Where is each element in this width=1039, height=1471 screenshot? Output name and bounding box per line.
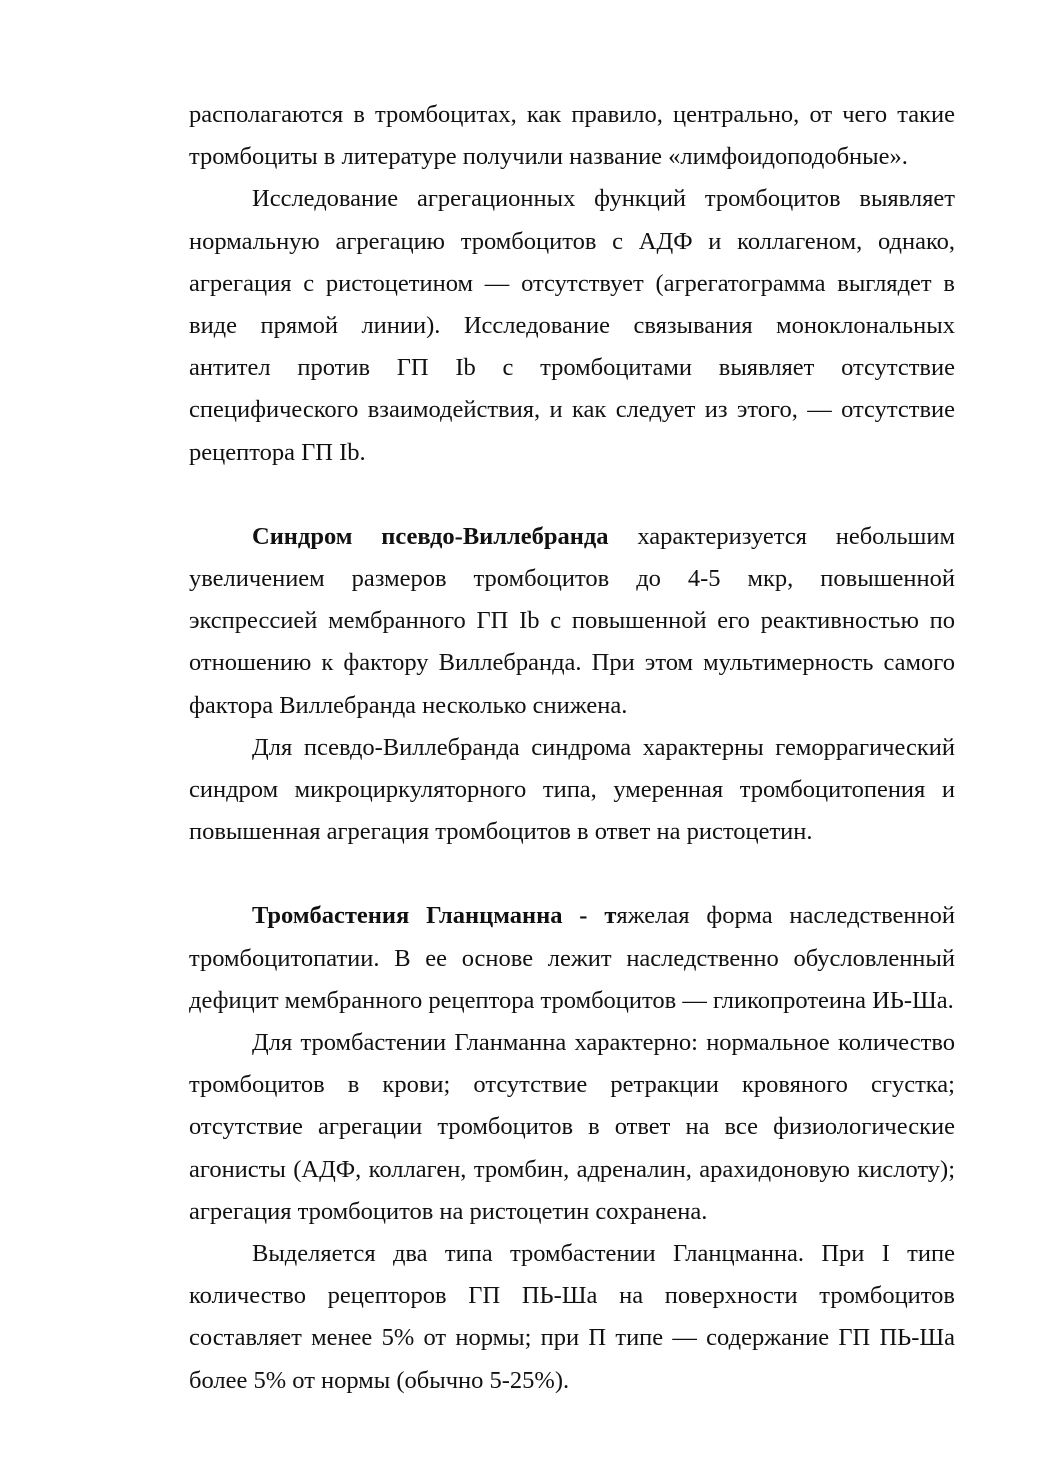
- paragraph-text: Выделяется два типа тромбастении Гланцманна. При I типе количество рецепторов ГП ПЬ-Ша на поверхности тромбоцитов составляет менее 5% от нормы; при П типе — содержание ГП ПЬ-Ша более 5% от нормы (обычно 5-25%).: [189, 1240, 955, 1394]
- paragraph-text: располагаются в тромбоцитах, как правило, центрально, от чего такие тромбоциты в литературе получили название «лимфоидоподобные».: [189, 101, 955, 171]
- paragraph-text: Исследование агрегационных функций тромбоцитов выявляет нормальную агрегацию тромбоцитов с АДФ и коллагеном, однако, агрегация с ристоцетином — отсутствует (агрегатограмма выглядет в виде прямой линии). Исследование связывания моноклональных антител против ГП Ib с тромбоцитами выявляет отсутствие специфического взаимодействия, и как следует из этого, — отсутствие рецептора ГП Ib.: [189, 185, 955, 466]
- text-column: [189, 94, 955, 1402]
- paragraph-lymphoid-platelets: [189, 94, 955, 178]
- paragraph-text: характеризуется небольшим увеличением размеров тромбоцитов до 4-5 мкр, повышенной экспрессией мембранного ГП Ib с повышенной его реактивностью по отношению к фактору Виллебранда. При этом мультимерность самого фактора Виллебранда несколько снижена.: [189, 522, 955, 719]
- paragraph-text: Для псевдо-Виллебранда синдрома характерны геморрагический синдром микроциркуляторного типа, умеренная тромбоцитопения и повышенная агрегация тромбоцитов в ответ на ристоцетин.: [189, 733, 955, 846]
- term-heading: Тромбастения Гланцманна - т: [252, 902, 617, 930]
- paragraph-pseudo-willebrand-symptoms: [189, 727, 955, 854]
- paragraph-glanzmann: [189, 895, 955, 1022]
- term-heading: Синдром псевдо-Виллебранда: [252, 522, 609, 550]
- paragraph-pseudo-willebrand: [189, 516, 955, 727]
- paragraph-glanzmann-types: [189, 1233, 955, 1402]
- paragraph-aggregation-study: [189, 178, 955, 473]
- paragraph-text: Для тромбастении Гланманна характерно: нормальное количество тромбоцитов в крови; отсутствие ретракции кровяного сгустка; отсутствие агрегации тромбоцитов в ответ на все физиологические агонисты (АДФ, коллаген, тромбин, адреналин, арахидоновую кислоту); агрегация тромбоцитов на ристоцетин сохранена.: [189, 1029, 955, 1225]
- paragraph-text: яжелая форма наследственной тромбоцитопатии. В ее основе лежит наследственно обусловленный дефицит мембранного рецептора тромбоцитов — гликопротеина ИЬ-Ша.: [189, 902, 955, 1014]
- paragraph-glanzmann-features: [189, 1022, 955, 1233]
